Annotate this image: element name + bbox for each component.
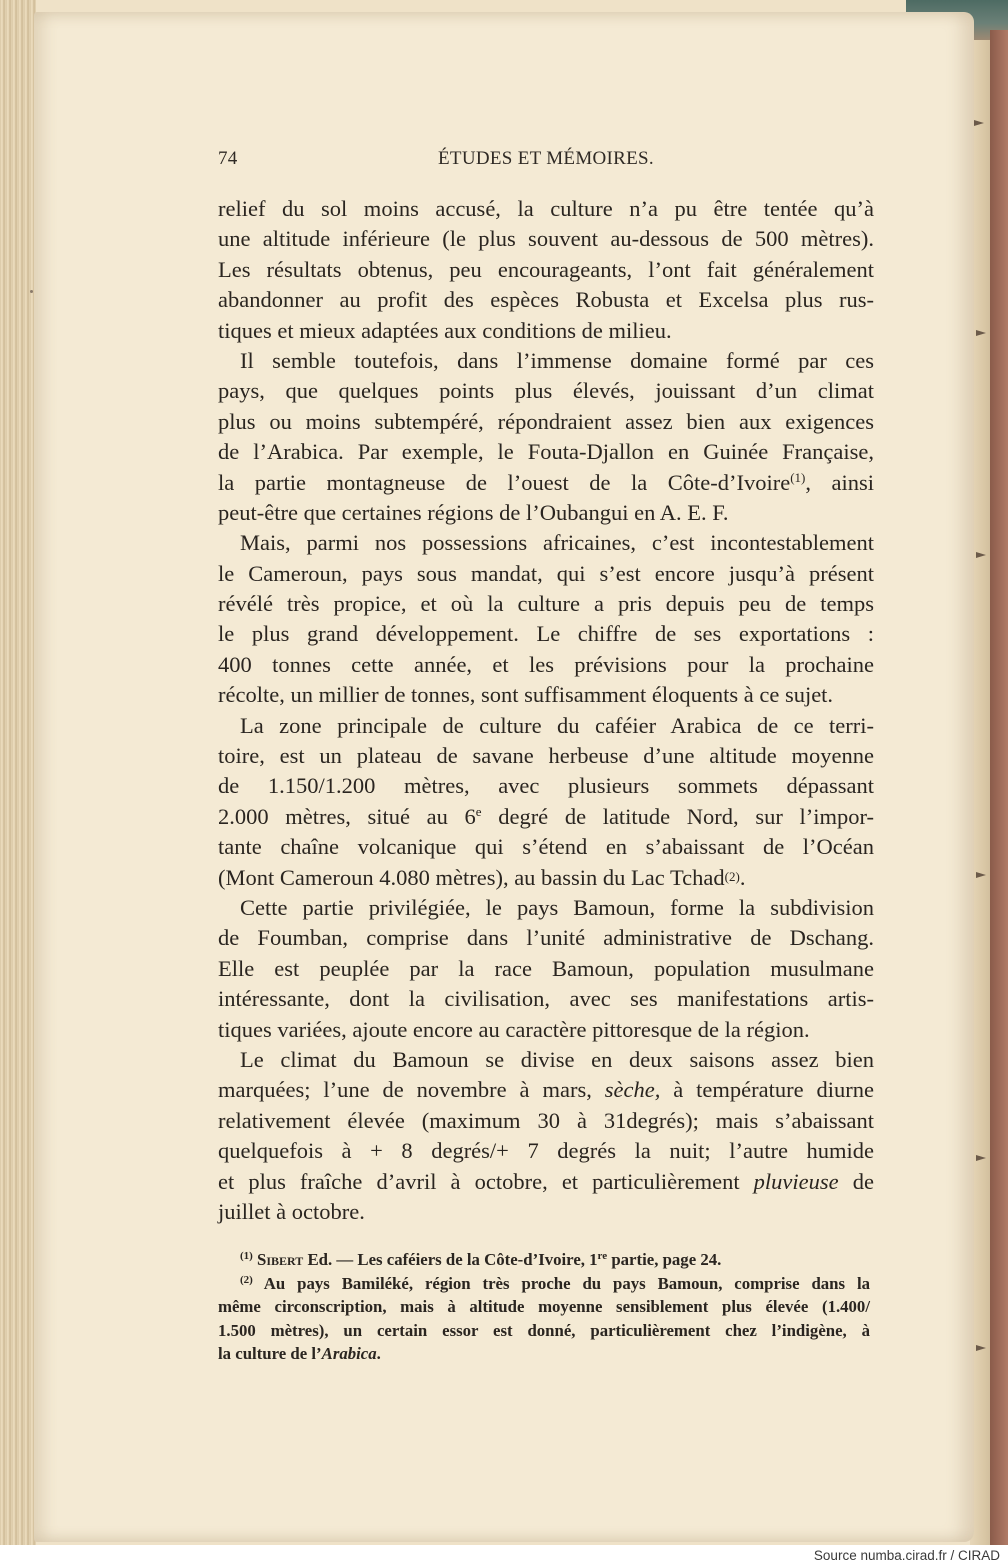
text-line: relief du sol moins accusé, la culture n’a pu être tentée qu’à: [218, 196, 874, 221]
text-line: une altitude inférieure (le plus souvent au-dessous de 500 mètres).: [218, 226, 874, 252]
text-line: le Cameroun, pays sous mandat, qui s’est encore jusqu’à présent: [218, 560, 874, 586]
text-line: de Foumban, comprise dans l’unité administrative de Dschang.: [218, 925, 874, 951]
text-line: de l’Arabica. Par exemple, le Fouta-Djallon en Guinée Française,: [218, 439, 874, 465]
footnote-2-line: la culture de l’Arabica.: [218, 1344, 381, 1364]
text-line: tiques variées, ajoute encore au caractère pittoresque de la région.: [218, 1016, 810, 1042]
footnote-2-line: 1.500 mètres), un certain essor est donné, particulièrement chez l’indigène, à: [218, 1320, 870, 1340]
text-line: Mais, parmi nos possessions africaines, c’est incontestablement: [240, 530, 874, 556]
text-line: Les résultats obtenus, peu encourageants, l’ont fait généralement: [218, 256, 874, 282]
text-line: abandonner au profit des espèces Robusta et Excelsa plus rus-: [218, 287, 874, 313]
footnotes: [218, 1248, 870, 1366]
text-line: révélé très propice, et où la culture a pris depuis peu de temps: [218, 591, 874, 617]
text-line: tiques et mieux adaptées aux conditions de milieu.: [218, 317, 672, 343]
page-speck: [30, 290, 33, 293]
running-title: ÉTUDES ET MÉMOIRES.: [438, 148, 654, 169]
page-number: 74: [218, 148, 238, 169]
text-line: Il semble toutefois, dans l’immense domaine formé par ces: [240, 347, 874, 373]
footnote-2: $^{(2)}$ Au pays Bamiléké, région très proche du pays Bamoun, comprise dans la: [240, 1273, 870, 1293]
text-line: quelquefois à + 8 degrés/+ 7 degrés la nuit; l’autre humide: [218, 1138, 874, 1164]
text-line: pays, que quelques points plus élevés, jouissant d’un climat: [218, 378, 874, 404]
text-line: 2.000 mètres, situé au 6e degré de latitude Nord, sur l’impor-: [218, 803, 874, 829]
text-line: de 1.150/1.200 mètres, avec plusieurs sommets dépassant: [218, 773, 874, 799]
text-line: Cette partie privilégiée, le pays Bamoun, forme la subdivision: [240, 894, 874, 920]
source-credit: Source numba.cirad.fr / CIRAD: [813, 1548, 1000, 1563]
text-line: (Mont Cameroun 4.080 mètres), au bassin du Lac Tchad$^{(2)}$.: [218, 864, 746, 890]
text-line: le plus grand développement. Le chiffre de ses exportations :: [218, 621, 874, 647]
book-cover-strip: [990, 30, 1008, 1545]
text-line: 400 tonnes cette année, et les prévisions pour la prochaine: [218, 651, 874, 677]
text-line: Elle est peuplée par la race Bamoun, population musulmane: [218, 955, 874, 981]
page-header: [218, 148, 874, 180]
text-line: la partie montagneuse de l’ouest de la Côte-d’Ivoire$^{(1)}$, ainsi: [218, 469, 874, 495]
body-text: [218, 194, 874, 1227]
text-line: relativement élevée (maximum 30 à 31degrés); mais s’abaissant: [218, 1107, 874, 1133]
text-line: récolte, un millier de tonnes, sont suffisamment éloquents à ce sujet.: [218, 682, 834, 708]
text-line: et plus fraîche d’avril à octobre, et particulièrement pluvieuse de: [218, 1168, 874, 1194]
book-left-edge: [0, 0, 36, 1545]
text-line: juillet à octobre.: [218, 1198, 365, 1224]
text-line: marquées; l’une de novembre à mars, sèche, à température diurne: [218, 1077, 874, 1103]
footnote-1: $^{(1)}$ Sibert Ed. — Les caféiers de la Côte-d’Ivoire, 1re partie, page 24.: [240, 1250, 722, 1269]
text-line: La zone principale de culture du caféier Arabica de ce terri-: [240, 712, 874, 738]
text-line: peut-être que certaines régions de l’Oubangui en A. E. F.: [218, 499, 729, 525]
footnote-ref: (2): [724, 868, 740, 884]
text-line: Le climat du Bamoun se divise en deux saisons assez bien: [240, 1046, 874, 1072]
text-line: intéressante, dont la civilisation, avec ses manifestations artis-: [218, 986, 874, 1012]
text-line: plus ou moins subtempéré, répondraient assez bien aux exigences: [218, 408, 874, 434]
text-line: toire, est un plateau de savane herbeuse d’une altitude moyenne: [218, 743, 874, 769]
footnote-ref: (1): [790, 469, 806, 485]
footnote-2-line: même circonscription, mais à altitude moyenne sensiblement plus élevée (1.400/: [218, 1297, 870, 1317]
degree-superscript: e: [475, 803, 482, 819]
text-line: tante chaîne volcanique qui s’étend en s’abaissant de l’Océan: [218, 834, 874, 860]
